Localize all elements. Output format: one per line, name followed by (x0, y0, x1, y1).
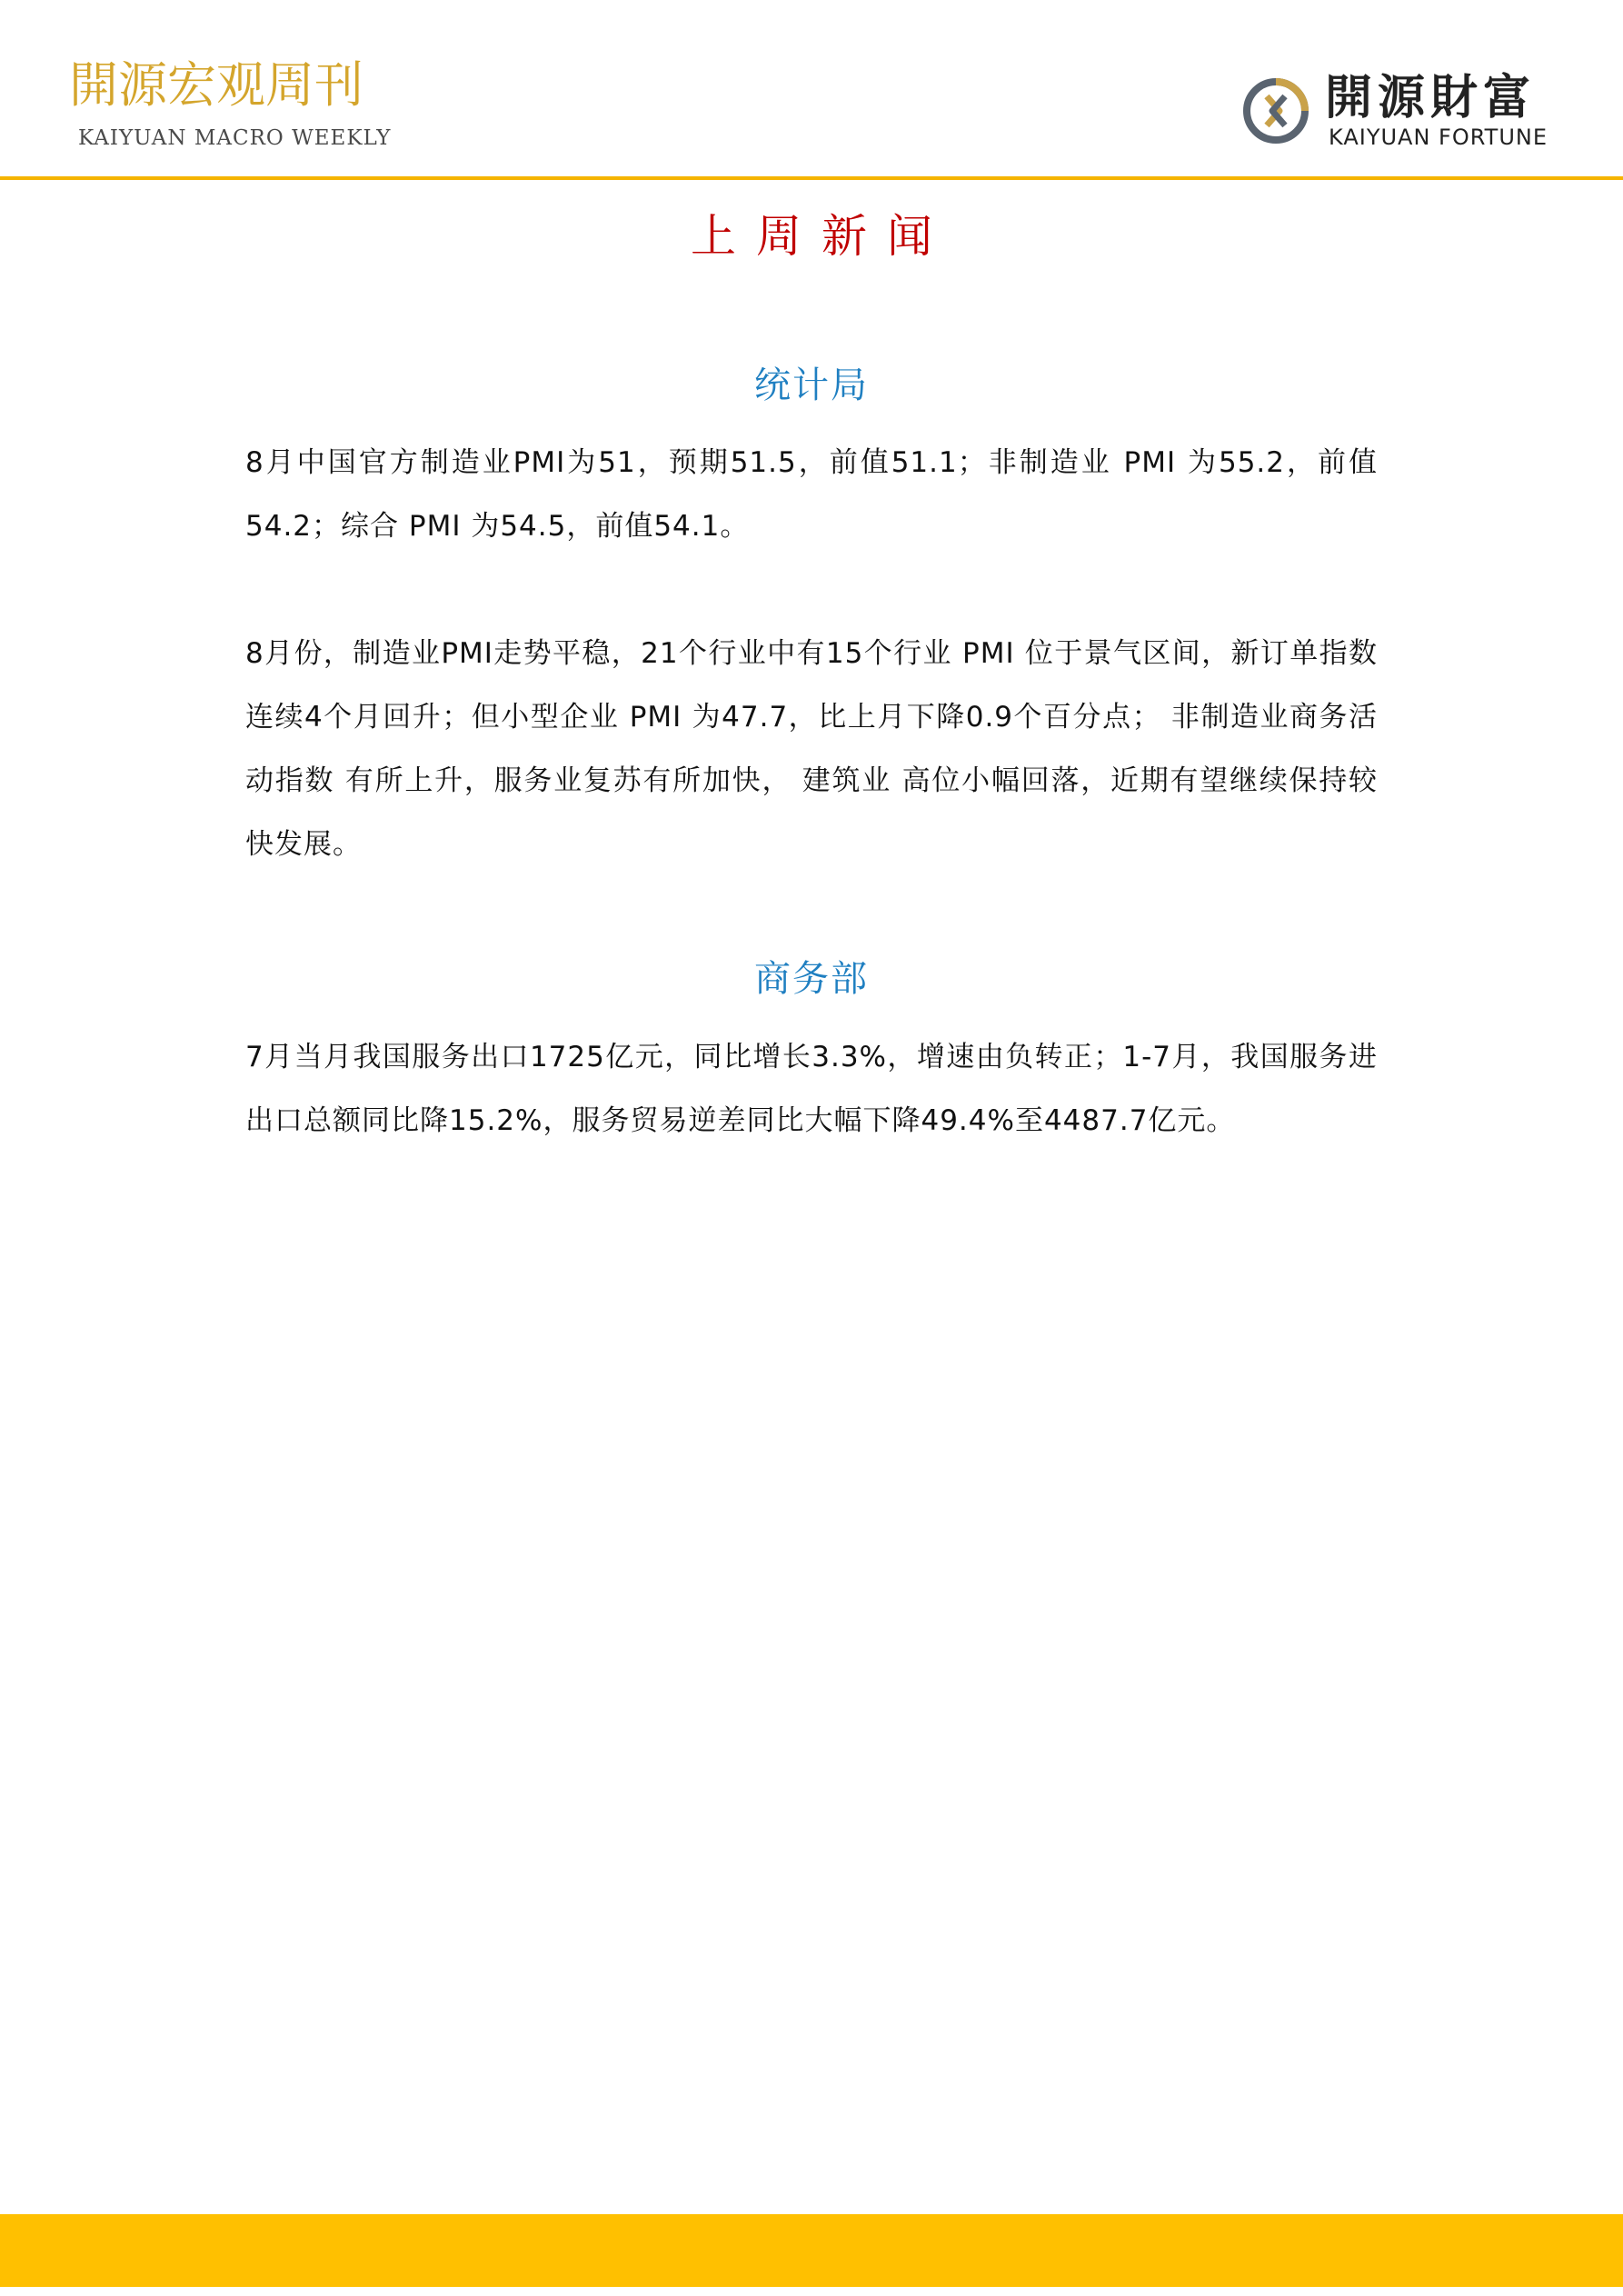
section-title-statistics-bureau: 统计局 (754, 364, 869, 406)
brand-logo (1241, 73, 1559, 155)
page-header (0, 0, 1623, 180)
kaiyuan-logo-icon (1241, 76, 1310, 145)
section-title-ministry-of-commerce: 商务部 (754, 958, 869, 1000)
logo-english-text: KAIYUAN FORTUNE (1329, 125, 1548, 150)
publication-title: 開源宏观周刊 (69, 56, 363, 114)
statistics-bureau-paragraph-1: 8月中国官方制造业PMI为51，预期51.5，前值51.1；非制造业 PMI 为55.2，前值54.2；综合 PMI 为54.5，前值54.1。 (245, 446, 1378, 543)
footer-bar (0, 2214, 1623, 2287)
logo-chinese-text: 開源財富 (1325, 71, 1537, 125)
ministry-of-commerce-paragraph-1: 7月当月我国服务出口1725亿元，同比增长3.3%，增速由负转正；1-7月，我国服务进出口总额同比降15.2%，服务贸易逆差同比大幅下降49.4%至4487.7亿元。 (245, 1041, 1378, 1137)
statistics-bureau-paragraph-2: 8月份，制造业PMI走势平稳，21个行业中有15个行业 PMI 位于景气区间，新订单指数 连续4个月回升；但小型企业 PMI 为47.7，比上月下降0.9个百分点； 非制造业商务活动指数 有所上升，服务业复苏有所加快， 建筑业 高位小幅回落，近期有望继续保持较快发展。 (245, 637, 1378, 861)
publication-subtitle: KAIYUAN MACRO WEEKLY (78, 126, 392, 150)
page-title: 上周新闻 (691, 210, 952, 263)
